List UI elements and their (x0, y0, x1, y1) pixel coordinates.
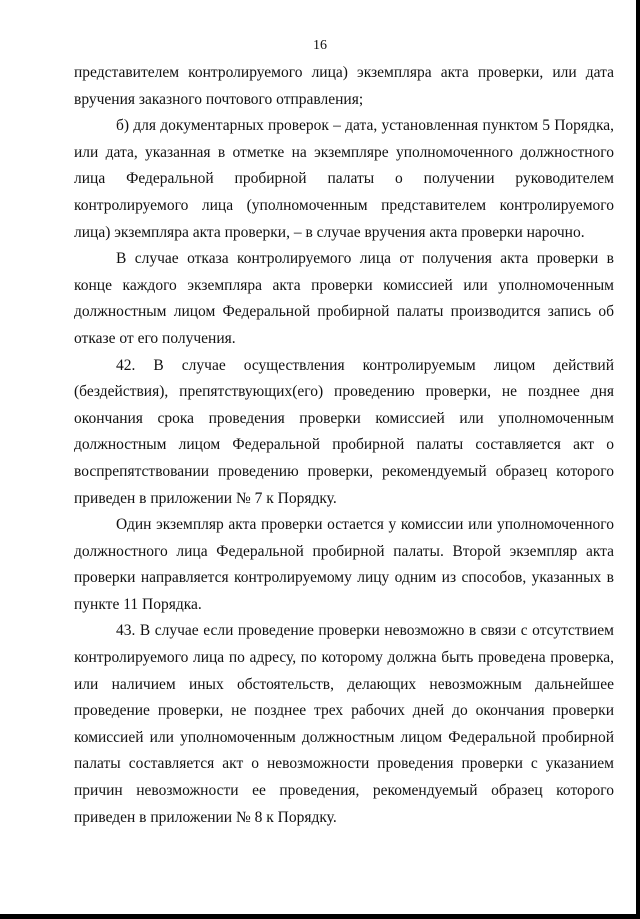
scan-edge-right (636, 0, 640, 919)
paragraph-item-42: 42. В случае осуществления контролируемым лицом действий (бездействия), препятствующих(его) проведению проверки, не позднее дня окончания срока проведения проверки комиссией или уполномоченным должностным лицом Федеральной пробирной палаты составляется акт о воспрепятствовании проведению проверки, рекомендуемый образец которого приведен в приложении № 7 к Порядку. (74, 356, 614, 507)
scan-edge-bottom (0, 914, 640, 919)
paragraph-item-43: 43. В случае если проведение проверки невозможно в связи с отсутствием контролируемого лица по адресу, по которому должна быть проведена проверка, или наличием иных обстоятельств, делающих невозможным дальнейшее проведение проверки, не позднее трех рабочих дней до окончания проверки комиссией или уполномоченным должностным лицом Федеральной пробирной палаты составляется акт о невозможности проведения проверки с указанием причин невозможности ее проведения, рекомендуемый образец которого приведен в приложении № 8 к Порядку. (74, 622, 614, 826)
document-body (74, 60, 614, 831)
paragraph-continuation: представителем контролируемого лица) экземпляра акта проверки, или дата вручения заказного почтового отправления; (74, 64, 614, 108)
page-number: 16 (313, 38, 327, 53)
paragraph-item-b: б) для документарных проверок – дата, установленная пунктом 5 Порядка, или дата, указанная в отметке на экземпляре уполномоченного должностного лица Федеральной пробирной палаты о получении руководителем контролируемого лица (уполномоченным представителем контролируемого лица) экземпляра акта проверки, – в случае вручения акта проверки нарочно. (74, 117, 614, 241)
paragraph-refusal: В случае отказа контролируемого лица от получения акта проверки в конце каждого экземпляра акта проверки комиссией или уполномоченным должностным лицом Федеральной пробирной палаты производится запись об отказе от его получения. (74, 250, 614, 347)
paragraph-copies: Один экземпляр акта проверки остается у комиссии или уполномоченного должностного лица Федеральной пробирной палаты. Второй экземпляр акта проверки направляется контролируемому лицу одним из способов, указанных в пункте 11 Порядка. (74, 516, 614, 613)
